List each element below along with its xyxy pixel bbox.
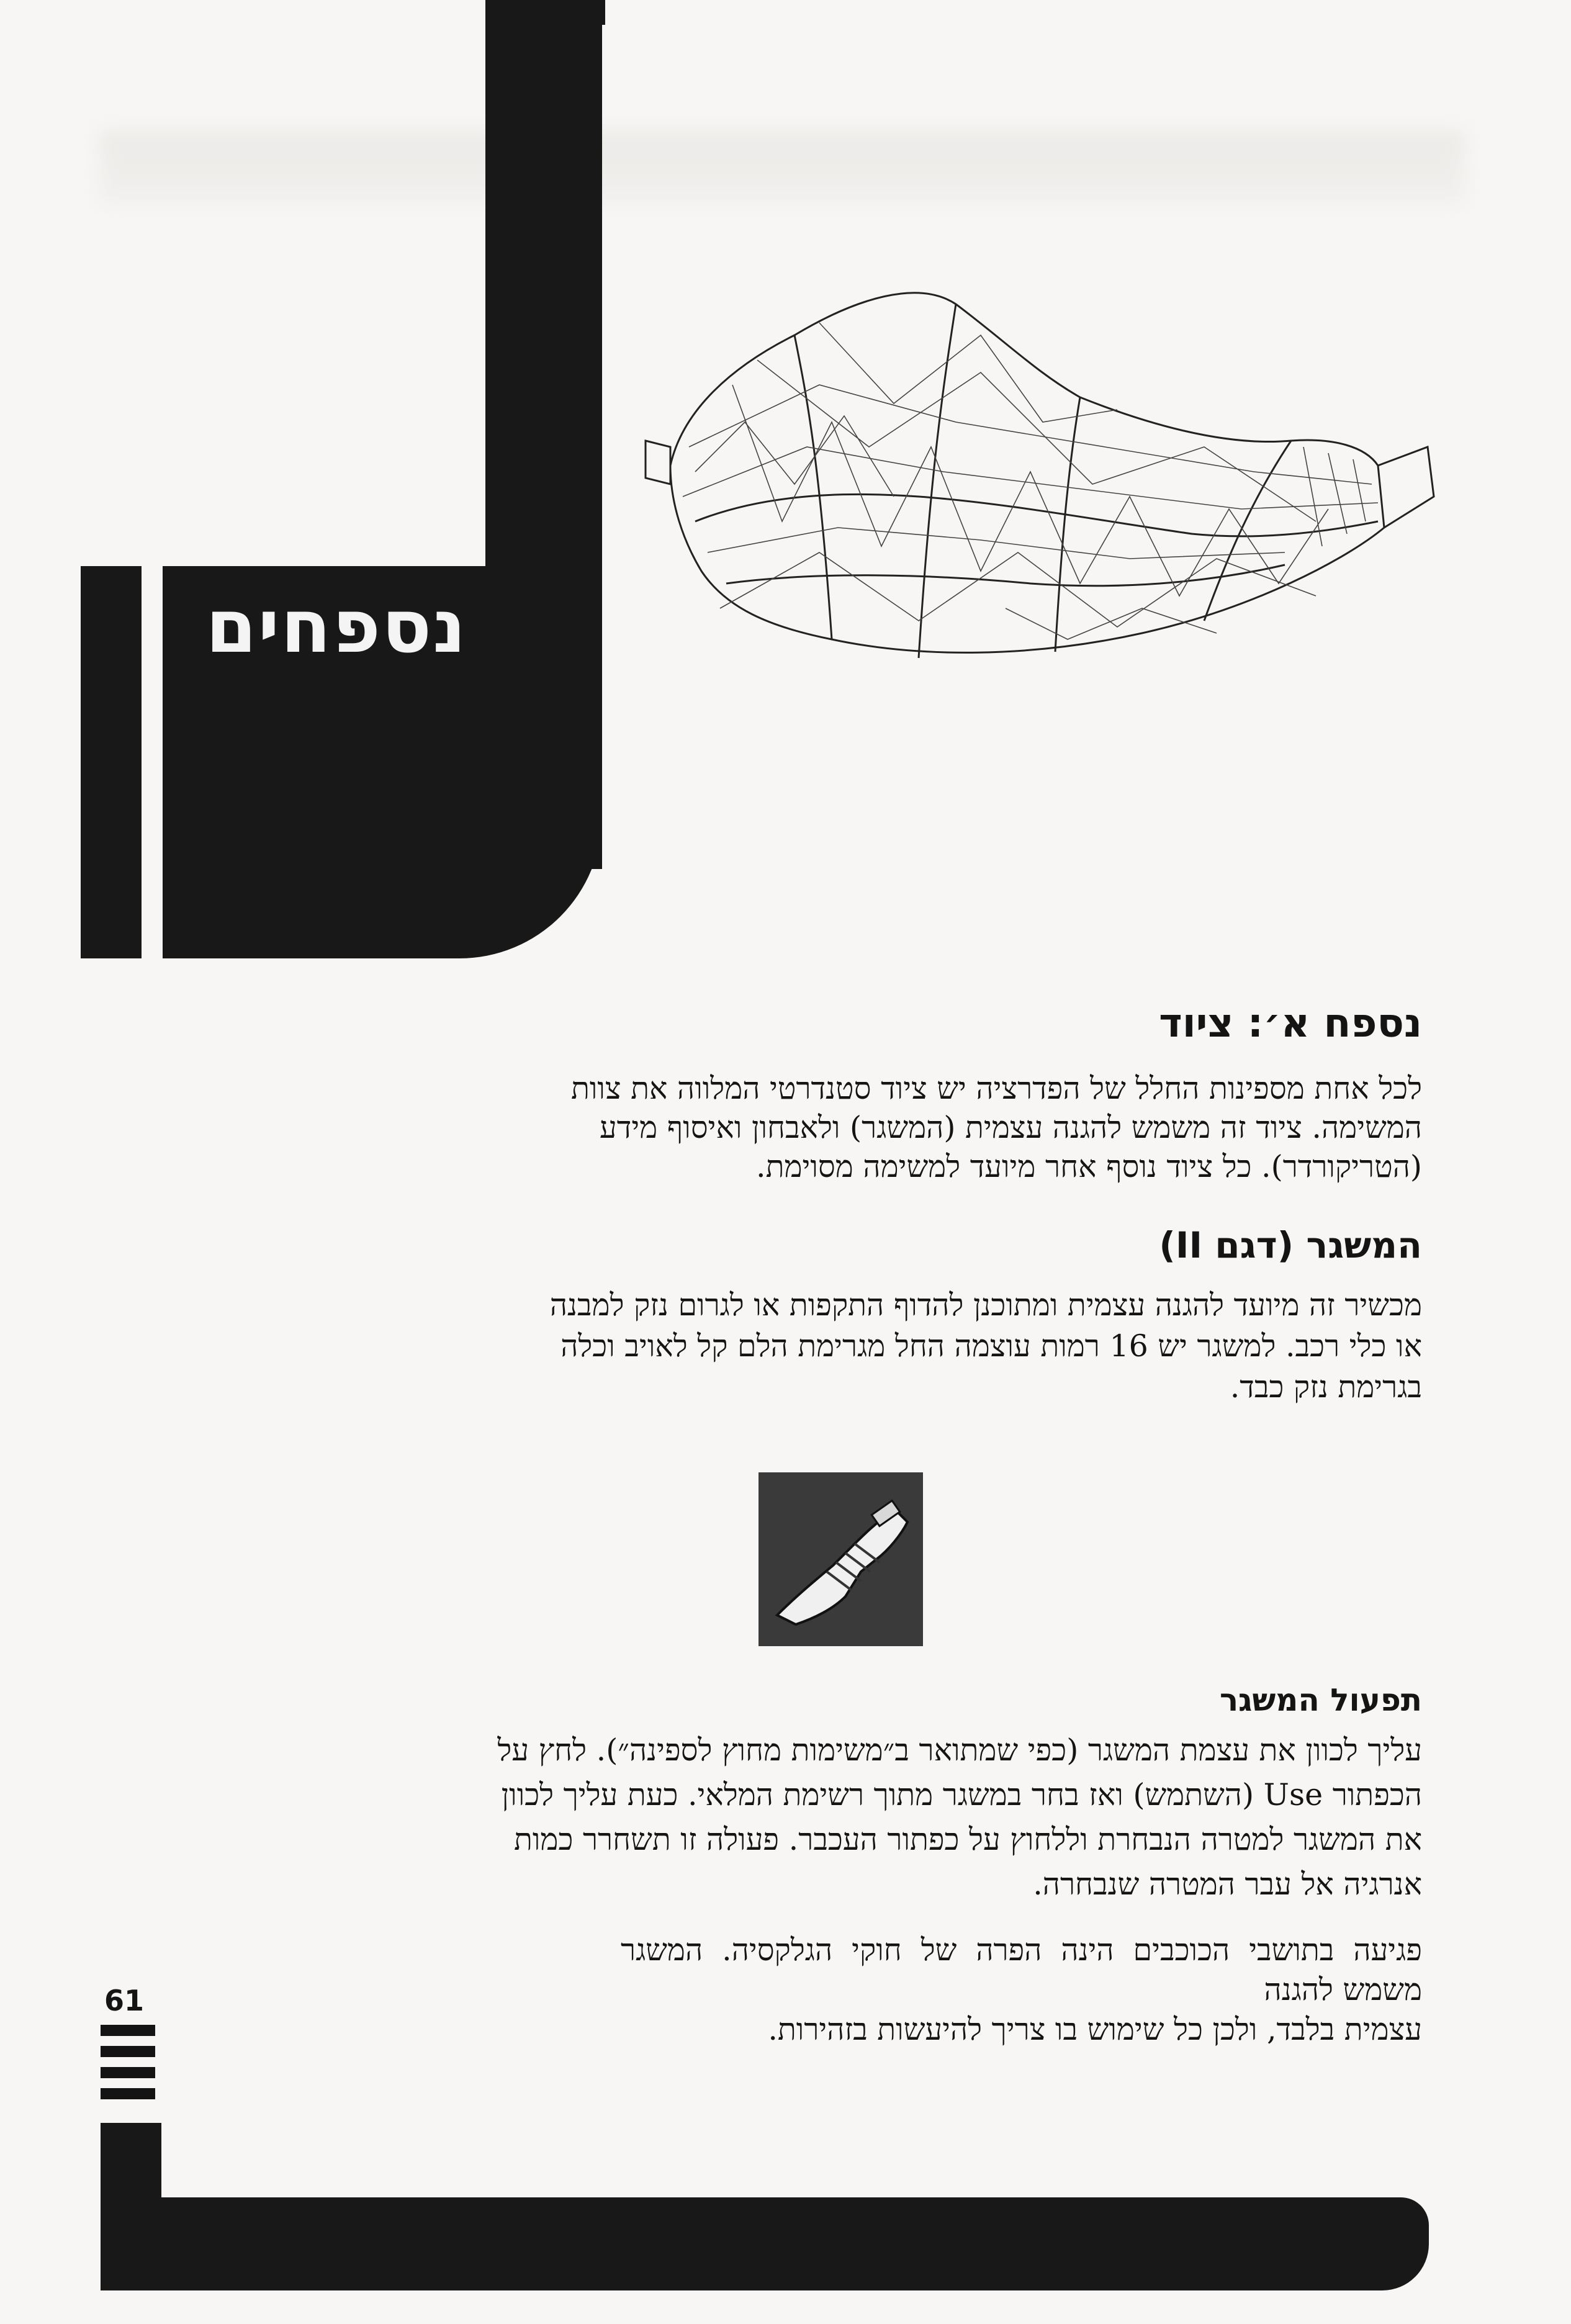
operation-line: את המשגר למטרה הנבחרת וללחוץ על כפתור העכבר. פעולה זו תשחרר כמות [514,1822,1422,1857]
section-heading: נספח א׳: ציוד [1159,1001,1422,1047]
launcher-line: בגרימת נזק כבד. [1230,1369,1422,1405]
footer-bar [101,2088,155,2099]
page-number: 61 [104,1984,145,2017]
intro-paragraph [310,1069,1422,1186]
launcher-heading: המשגר (דגם II) [1159,1224,1422,1266]
warning-line: פגיעה בתושבי הכוכבים הינה הפרה של חוקי הגלקסיה. המשגר משמש להגנה [621,1932,1422,2007]
operation-line: עליך לכוון את עצמת המשגר (כפי שמתואר ב״משימות מחוץ לספינה״). לחץ על [497,1732,1422,1768]
phaser-icon [758,1472,923,1646]
launcher-line: או כלי רכב. למשגר יש 16 רמות עוצמה החל מגרימת הלם קל לאויב וכלה [560,1328,1422,1364]
warning-paragraph [621,1930,1422,2050]
launcher-line: מכשיר זה מיועד להגנה עצמית ומתוכנן להדוף התקפות או לגרום נזק למבנה [549,1287,1422,1323]
footer-frame-horizontal [101,2197,1429,2290]
footer-bar [101,2046,155,2057]
bleed-through-shadow [99,130,1465,205]
frame-left-stripe [81,566,142,958]
operation-line: הכפתור Use (השתמש) ואז בחר במשגר מתוך רשימת המלאי. כעת עליך לכוון [501,1777,1422,1813]
intro-line: (הטריקורדר). כל ציוד נוסף אחר מיועד למשימה מסוימת. [756,1149,1422,1184]
launcher-paragraph [310,1285,1422,1408]
operation-line: אנרגיה אל עבר המטרה שנבחרה. [1033,1867,1422,1902]
operation-paragraph [310,1728,1422,1907]
warning-line: עצמית בלבד, ולכן כל שימוש בו צריך להיעשות בזהירות. [768,2012,1422,2047]
footer-bar [101,2067,155,2078]
chapter-title: נספחים [205,583,467,669]
footer-bar [101,2025,155,2036]
wireframe-starship-icon [633,261,1440,695]
intro-line: לכל אחת מספינות החלל של הפדרציה יש ציוד סטנדרטי המלווה את צוות [570,1071,1422,1106]
operation-heading: תפעול המשגר [1219,1682,1422,1718]
intro-line: המשימה. ציוד זה משמש להגנה עצמית (המשגר) ולאבחון ואיסוף מידע [600,1110,1422,1145]
